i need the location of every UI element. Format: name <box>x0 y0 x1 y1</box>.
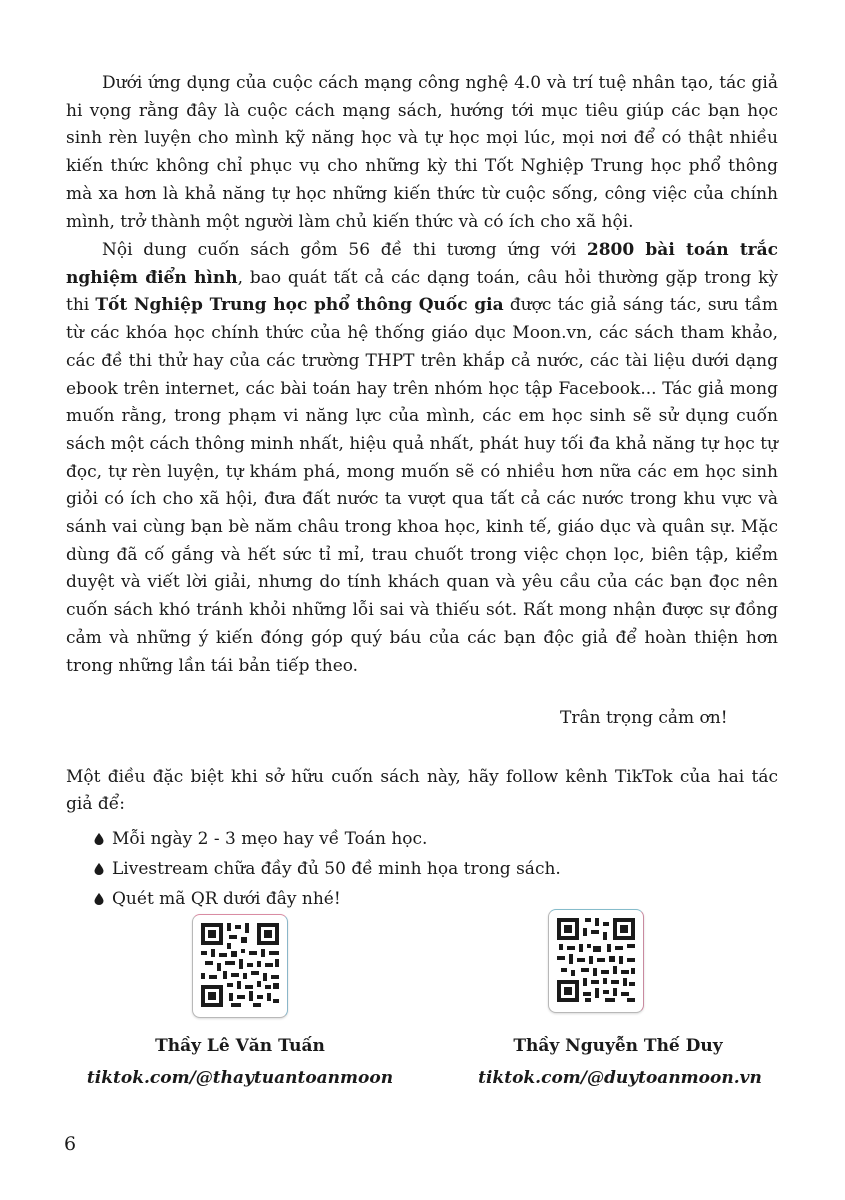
droplet-icon <box>94 833 104 845</box>
author-name: Thầy Lê Văn Tuấn <box>155 1036 325 1056</box>
tiktok-link[interactable]: tiktok.com/@duytoanmoon.vn <box>478 1068 762 1088</box>
qr-code-icon <box>201 923 279 1007</box>
highlight-text: Tốt Nghiệp Trung học phổ thông Quốc gia <box>95 295 504 316</box>
page-number: 6 <box>64 1133 77 1155</box>
droplet-icon <box>94 893 104 905</box>
paragraph-text: Nội dung cuốn sách gồm 56 đề thi tương ứng với <box>102 240 587 260</box>
list-item <box>94 884 561 914</box>
content-paragraph <box>66 237 778 680</box>
qr-code-icon <box>557 918 635 1002</box>
list-item <box>94 824 561 854</box>
droplet-icon <box>94 863 104 875</box>
tiktok-link[interactable]: tiktok.com/@thaytuantoanmoon <box>86 1068 394 1088</box>
paragraph-text: Dưới ứng dụng của cuộc cách mạng công nghệ 4.0 và trí tuệ nhân tạo, tác giả hi vọng rằng đây là cuộc cách mạng sách, hướng tới mục tiêu giúp các bạn học sinh rèn luyện cho mình kỹ năng học và tự học mọi lúc, mọi nơi để có thật nhiều kiến thức không chỉ phục vụ cho những kỳ thi Tốt Nghiệp Trung học phổ thông mà xa hơn là khả năng tự học những kiến thức từ cuộc sống, công việc của chính mình, trở thành một người làm chủ kiến thức và có ích cho xã hội. <box>66 73 778 232</box>
bullet-list <box>94 824 561 914</box>
list-item <box>94 854 561 884</box>
bullet-text: Mỗi ngày 2 - 3 mẹo hay về Toán học. <box>112 829 428 849</box>
qr-code-tuan[interactable] <box>192 914 288 1018</box>
closing-text: Trân trọng cảm ơn! <box>560 708 728 728</box>
intro-paragraph <box>66 70 778 236</box>
follow-intro: Một điều đặc biệt khi sở hữu cuốn sách này, hãy follow kênh TikTok của hai tác giả để: <box>66 767 778 814</box>
paragraph-text: được tác giả sáng tác, sưu tầm từ các khóa học chính thức của hệ thống giáo dục Moon.vn, các sách tham khảo, các đề thi thử hay của các trường THPT trên khắp cả nước, các tài liệu dưới dạng ebook trên internet, các bài toán hay trên nhóm học tập Facebook... Tác giả mong muốn rằng, trong phạm vi năng lực của mình, các em học sinh sẽ sử dụng cuốn sách một cách thông minh nhất, hiệu quả nhất, phát huy tối đa khả năng tự học tự đọc, tự rèn luyện, tự khám phá, mong muốn sẽ có nhiều hơn nữa các em học sinh giỏi có ích cho xã hội, đưa đất nước ta vượt qua tất cả các nước trong khu vực và sánh vai cùng bạn bè năm châu trong khoa học, kinh tế, giáo dục và quân sự. Mặc dùng đã cố gắng và hết sức tỉ mỉ, trau chuốt trong việc chọn lọc, biên tập, kiểm duyệt và viết lời giải, nhưng do tính khách quan và yêu cầu của các bạn đọc nên cuốn sách khó tránh khỏi những lỗi sai và thiếu sót. Rất mong nhận được sự đồng cảm và những ý kiến đóng góp quý báu của các bạn độc giả để hoàn thiện hơn trong những lần tái bản tiếp theo. <box>66 295 778 676</box>
paragraph-text: , bao quát tất cả các dạng toán, câu hỏi thường gặp trong kỳ thi <box>66 267 779 316</box>
bullet-text: Livestream chữa đầy đủ 50 đề minh họa trong sách. <box>112 859 561 879</box>
author-name: Thầy Nguyễn Thế Duy <box>513 1036 723 1056</box>
highlight-text: 2800 bài toán trắc nghiệm điển hình <box>66 240 779 288</box>
bullet-text: Quét mã QR dưới đây nhé! <box>112 889 341 909</box>
qr-code-duy[interactable] <box>548 909 644 1013</box>
